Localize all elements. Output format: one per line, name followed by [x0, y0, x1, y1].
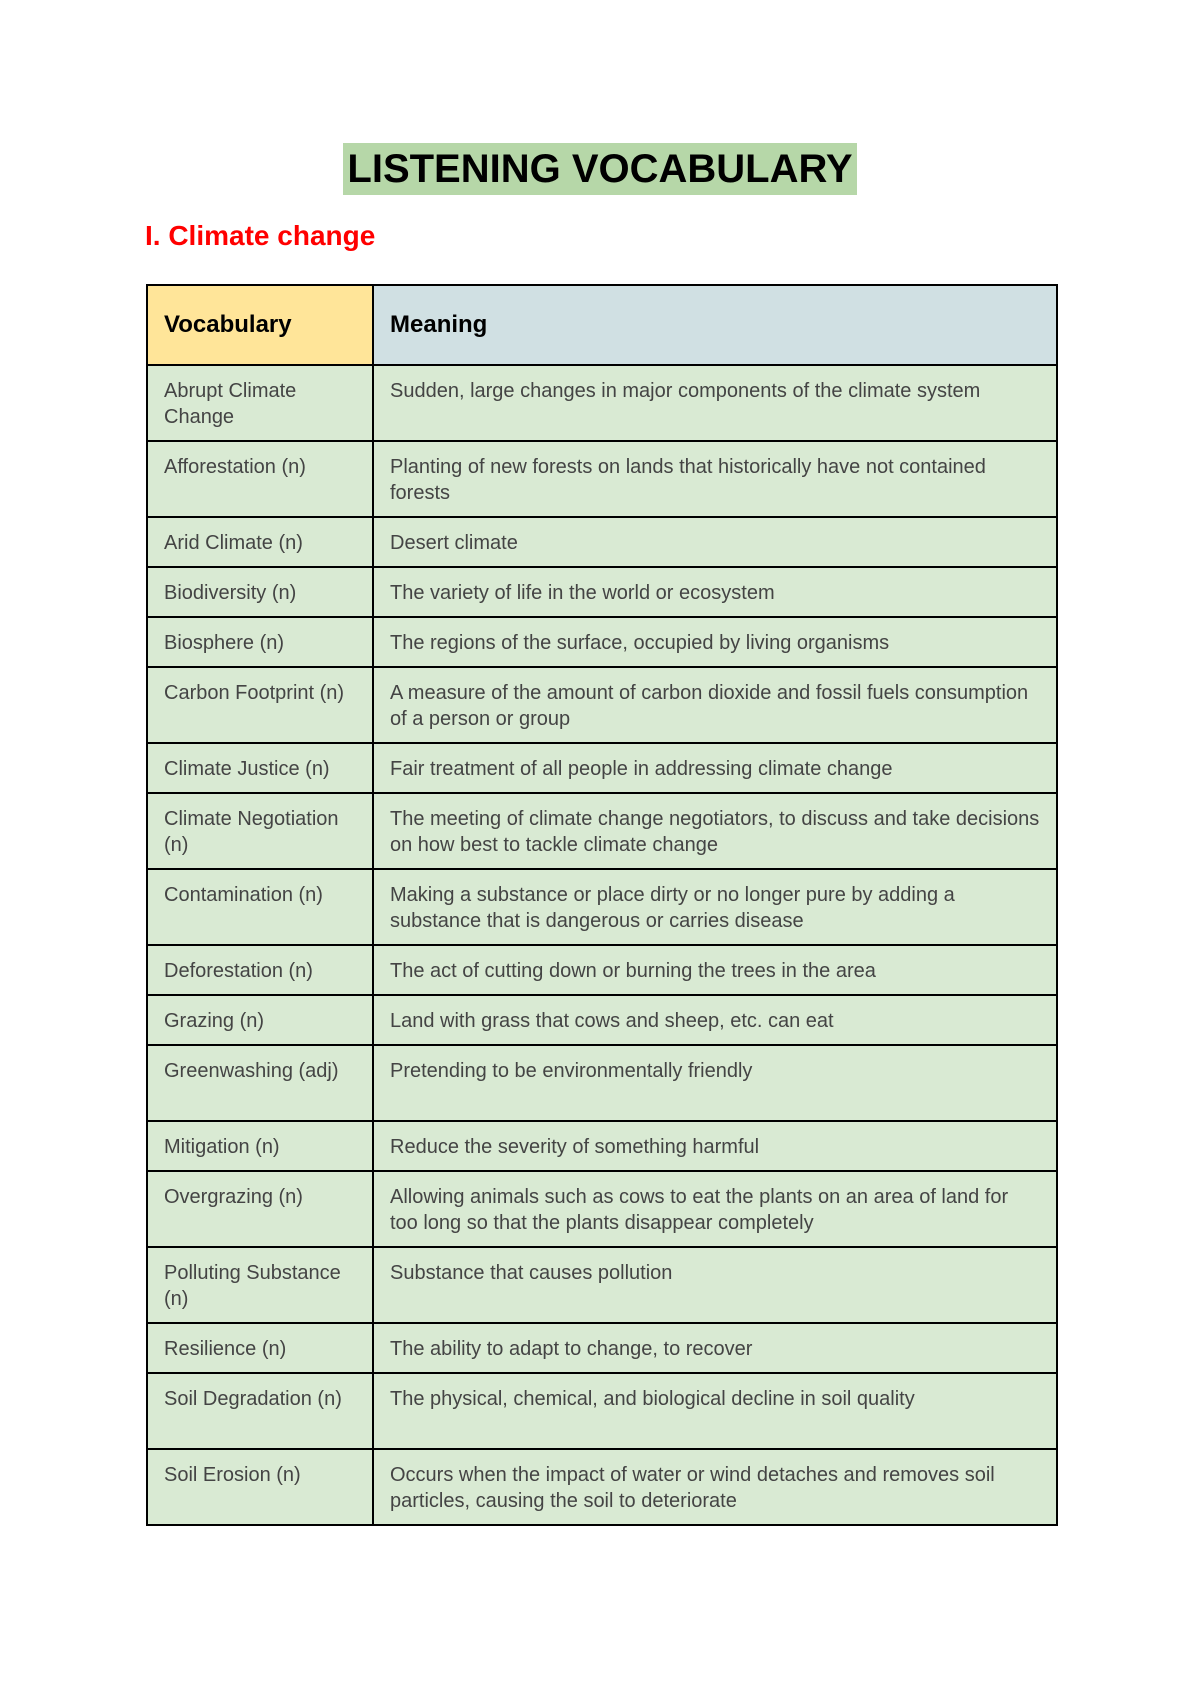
table-row	[147, 567, 1057, 617]
meaning-column-header: Meaning	[373, 285, 1057, 365]
meaning-cell: Sudden, large changes in major components of the climate system	[373, 365, 1057, 441]
term-cell: Mitigation (n)	[147, 1121, 373, 1171]
meaning-cell: The regions of the surface, occupied by living organisms	[373, 617, 1057, 667]
meaning-cell: Land with grass that cows and sheep, etc. can eat	[373, 995, 1057, 1045]
term-cell: Polluting Substance (n)	[147, 1247, 373, 1323]
term-cell: Deforestation (n)	[147, 945, 373, 995]
table-row	[147, 617, 1057, 667]
meaning-cell: Allowing animals such as cows to eat the plants on an area of land for too long so that the plants disappear completely	[373, 1171, 1057, 1247]
table-row	[147, 365, 1057, 441]
term-cell: Resilience (n)	[147, 1323, 373, 1373]
meaning-cell: Fair treatment of all people in addressing climate change	[373, 743, 1057, 793]
meaning-cell: Occurs when the impact of water or wind detaches and removes soil particles, causing the soil to deteriorate	[373, 1449, 1057, 1525]
term-cell: Arid Climate (n)	[147, 517, 373, 567]
section-heading: I. Climate change	[145, 220, 376, 251]
table-row	[147, 1045, 1057, 1121]
table-row	[147, 1373, 1057, 1449]
table-row	[147, 945, 1057, 995]
table-row	[147, 793, 1057, 869]
term-cell: Grazing (n)	[147, 995, 373, 1045]
term-cell: Climate Justice (n)	[147, 743, 373, 793]
page-title: LISTENING VOCABULARY	[343, 143, 856, 195]
meaning-cell: Desert climate	[373, 517, 1057, 567]
term-cell: Afforestation (n)	[147, 441, 373, 517]
title-wrap	[0, 143, 1200, 195]
term-cell: Abrupt Climate Change	[147, 365, 373, 441]
term-cell: Soil Degradation (n)	[147, 1373, 373, 1449]
term-cell: Soil Erosion (n)	[147, 1449, 373, 1525]
meaning-cell: The ability to adapt to change, to recover	[373, 1323, 1057, 1373]
term-cell: Carbon Footprint (n)	[147, 667, 373, 743]
meaning-cell: Pretending to be environmentally friendly	[373, 1045, 1057, 1121]
table-row	[147, 869, 1057, 945]
vocabulary-table	[146, 284, 1058, 1526]
term-cell: Greenwashing (adj)	[147, 1045, 373, 1121]
table-row	[147, 1449, 1057, 1525]
term-cell: Contamination (n)	[147, 869, 373, 945]
meaning-cell: Making a substance or place dirty or no longer pure by adding a substance that is dangerous or carries disease	[373, 869, 1057, 945]
term-cell: Biosphere (n)	[147, 617, 373, 667]
table-row	[147, 1323, 1057, 1373]
table-header-row	[147, 285, 1057, 365]
meaning-cell: Planting of new forests on lands that historically have not contained forests	[373, 441, 1057, 517]
table-row	[147, 667, 1057, 743]
table-row	[147, 441, 1057, 517]
table-row	[147, 1171, 1057, 1247]
table-row	[147, 517, 1057, 567]
table-row	[147, 995, 1057, 1045]
meaning-cell: A measure of the amount of carbon dioxide and fossil fuels consumption of a person or group	[373, 667, 1057, 743]
term-cell: Overgrazing (n)	[147, 1171, 373, 1247]
meaning-cell: The act of cutting down or burning the trees in the area	[373, 945, 1057, 995]
table-row	[147, 1247, 1057, 1323]
table-row	[147, 743, 1057, 793]
vocabulary-column-header: Vocabulary	[147, 285, 373, 365]
term-cell: Biodiversity (n)	[147, 567, 373, 617]
meaning-cell: The physical, chemical, and biological decline in soil quality	[373, 1373, 1057, 1449]
meaning-cell: Substance that causes pollution	[373, 1247, 1057, 1323]
meaning-cell: Reduce the severity of something harmful	[373, 1121, 1057, 1171]
term-cell: Climate Negotiation (n)	[147, 793, 373, 869]
table-row	[147, 1121, 1057, 1171]
meaning-cell: The variety of life in the world or ecosystem	[373, 567, 1057, 617]
meaning-cell: The meeting of climate change negotiators, to discuss and take decisions on how best to tackle climate change	[373, 793, 1057, 869]
